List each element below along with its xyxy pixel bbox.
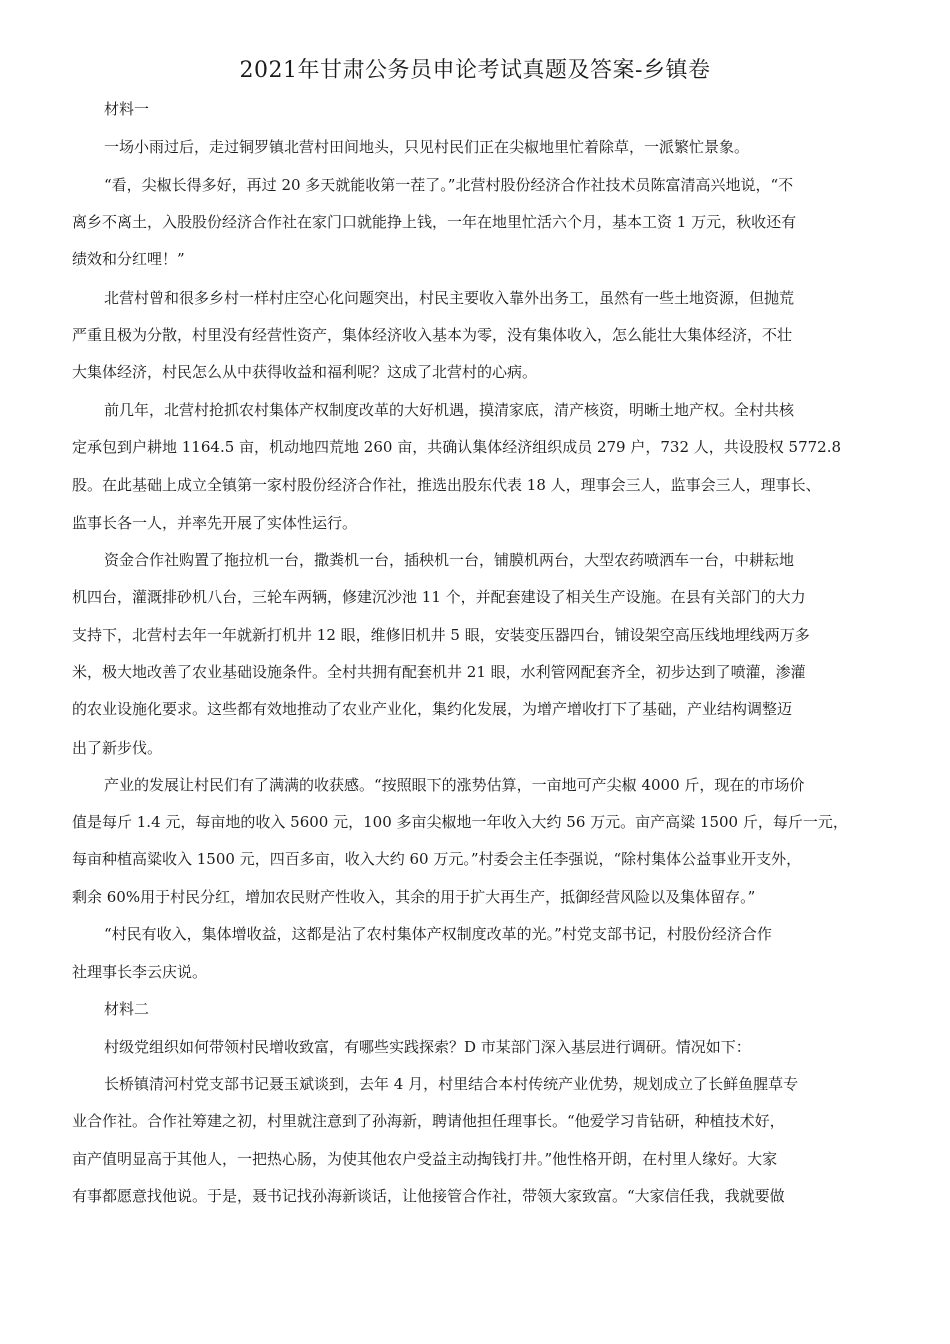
text-line: 长桥镇清河村党支部书记聂玉斌谈到，去年 4 月，村里结合本村传统产业优势，规划成立了长鲜鱼腥草专 bbox=[104, 1075, 799, 1093]
text-line: 资金合作社购置了拖拉机一台，撒粪机一台，插秧机一台，铺膜机两台，大型农药喷洒车一台，中耕耘地 bbox=[104, 551, 795, 569]
text-line: 剩余 60%用于村民分红，增加农民财产性收入，其余的用于扩大再生产，抵御经营风险以及集体留存。” bbox=[72, 888, 756, 906]
text-line: “看，尖椒长得多好，再过 20 多天就能收第一茬了。”北营村股份经济合作社技术员陈富清高兴地说，“不 bbox=[104, 176, 794, 194]
section-heading-material-1: 材料一 bbox=[104, 100, 150, 118]
section-heading-material-2: 材料二 bbox=[104, 1000, 150, 1018]
text-line: 定承包到户耕地 1164.5 亩，机动地四荒地 260 亩，共确认集体经济组织成员 279 户，732 人，共设股权 5772.8 bbox=[72, 438, 842, 456]
text-line: 监事长各一人，并率先开展了实体性运行。 bbox=[72, 514, 358, 532]
text-line: 前几年，北营村抢抓农村集体产权制度改革的大好机遇，摸清家底，清产核资，明晰土地产权。全村共核 bbox=[104, 401, 795, 419]
text-line: 绩效和分红哩！” bbox=[72, 250, 185, 268]
text-line: 社理事长李云庆说。 bbox=[72, 963, 208, 981]
text-line: 有事都愿意找他说。于是，聂书记找孙海新谈话，让他接管合作社，带领大家致富。“大家信任我，我就要做 bbox=[72, 1187, 785, 1205]
text-line: 支持下，北营村去年一年就新打机井 12 眼，维修旧机井 5 眼，安装变压器四台，铺设架空高压线地埋线两万多 bbox=[72, 626, 810, 644]
text-line: 一场小雨过后，走过铜罗镇北营村田间地头，只见村民们正在尖椒地里忙着除草，一派繁忙景象。 bbox=[104, 138, 750, 156]
text-line: 机四台，灌溉排砂机八台，三轮车两辆，修建沉沙池 11 个，并配套建设了相关生产设施。在县有关部门的大力 bbox=[72, 588, 806, 606]
text-line: 严重且极为分散，村里没有经营性资产，集体经济收入基本为零，没有集体收入，怎么能壮大集体经济，不壮 bbox=[72, 326, 793, 344]
text-line: 北营村曾和很多乡村一样村庄空心化问题突出，村民主要收入靠外出务工，虽然有一些土地资源，但抛荒 bbox=[104, 289, 795, 307]
text-line: 出了新步伐。 bbox=[72, 739, 163, 757]
text-line: “村民有收入，集体增收益，这都是沾了农村集体产权制度改革的光。”村党支部书记，村股份经济合作 bbox=[104, 925, 772, 943]
text-line: 米，极大地改善了农业基础设施条件。全村共拥有配套机井 21 眼，水利管网配套齐全，初步达到了喷灌，渗灌 bbox=[72, 663, 806, 681]
text-line: 产业的发展让村民们有了满满的收获感。“按照眼下的涨势估算，一亩地可产尖椒 4000 斤，现在的市场价 bbox=[104, 776, 805, 794]
text-line: 的农业设施化要求。这些都有效地推动了农业产业化，集约化发展，为增产增收打下了基础，产业结构调整迈 bbox=[72, 700, 793, 718]
document-title: 2021年甘肃公务员申论考试真题及答案-乡镇卷 bbox=[239, 58, 711, 83]
text-line: 股。在此基础上成立全镇第一家村股份经济合作社，推选出股东代表 18 人，理事会三人，监事会三人，理事长、 bbox=[72, 476, 821, 494]
text-line: 亩产值明显高于其他人，一把热心肠，为使其他农户受益主动掏钱打井。”他性格开朗，在村里人缘好。大家 bbox=[72, 1150, 778, 1168]
text-line: 离乡不离土，入股股份经济合作社在家门口就能挣上钱，一年在地里忙活六个月，基本工资 1 万元，秋收还有 bbox=[72, 213, 797, 231]
text-line: 每亩种植高粱收入 1500 元，四百多亩，收入大约 60 万元。”村委会主任李强说，“除村集体公益事业开支外， bbox=[72, 850, 802, 868]
text-line: 值是每斤 1.4 元，每亩地的收入 5600 元，100 多亩尖椒地一年收入大约 56 万元。亩产高粱 1500 斤，每斤一元， bbox=[72, 813, 848, 831]
text-line: 大集体经济，村民怎么从中获得收益和福利呢？这成了北营村的心病。 bbox=[72, 363, 538, 381]
text-line: 村级党组织如何带领村民增收致富，有哪些实践探索？D 市某部门深入基层进行调研。情况如下： bbox=[104, 1038, 751, 1056]
text-line: 业合作社。合作社筹建之初，村里就注意到了孙海新，聘请他担任理事长。“他爱学习肯钻研，种植技术好， bbox=[72, 1112, 785, 1130]
